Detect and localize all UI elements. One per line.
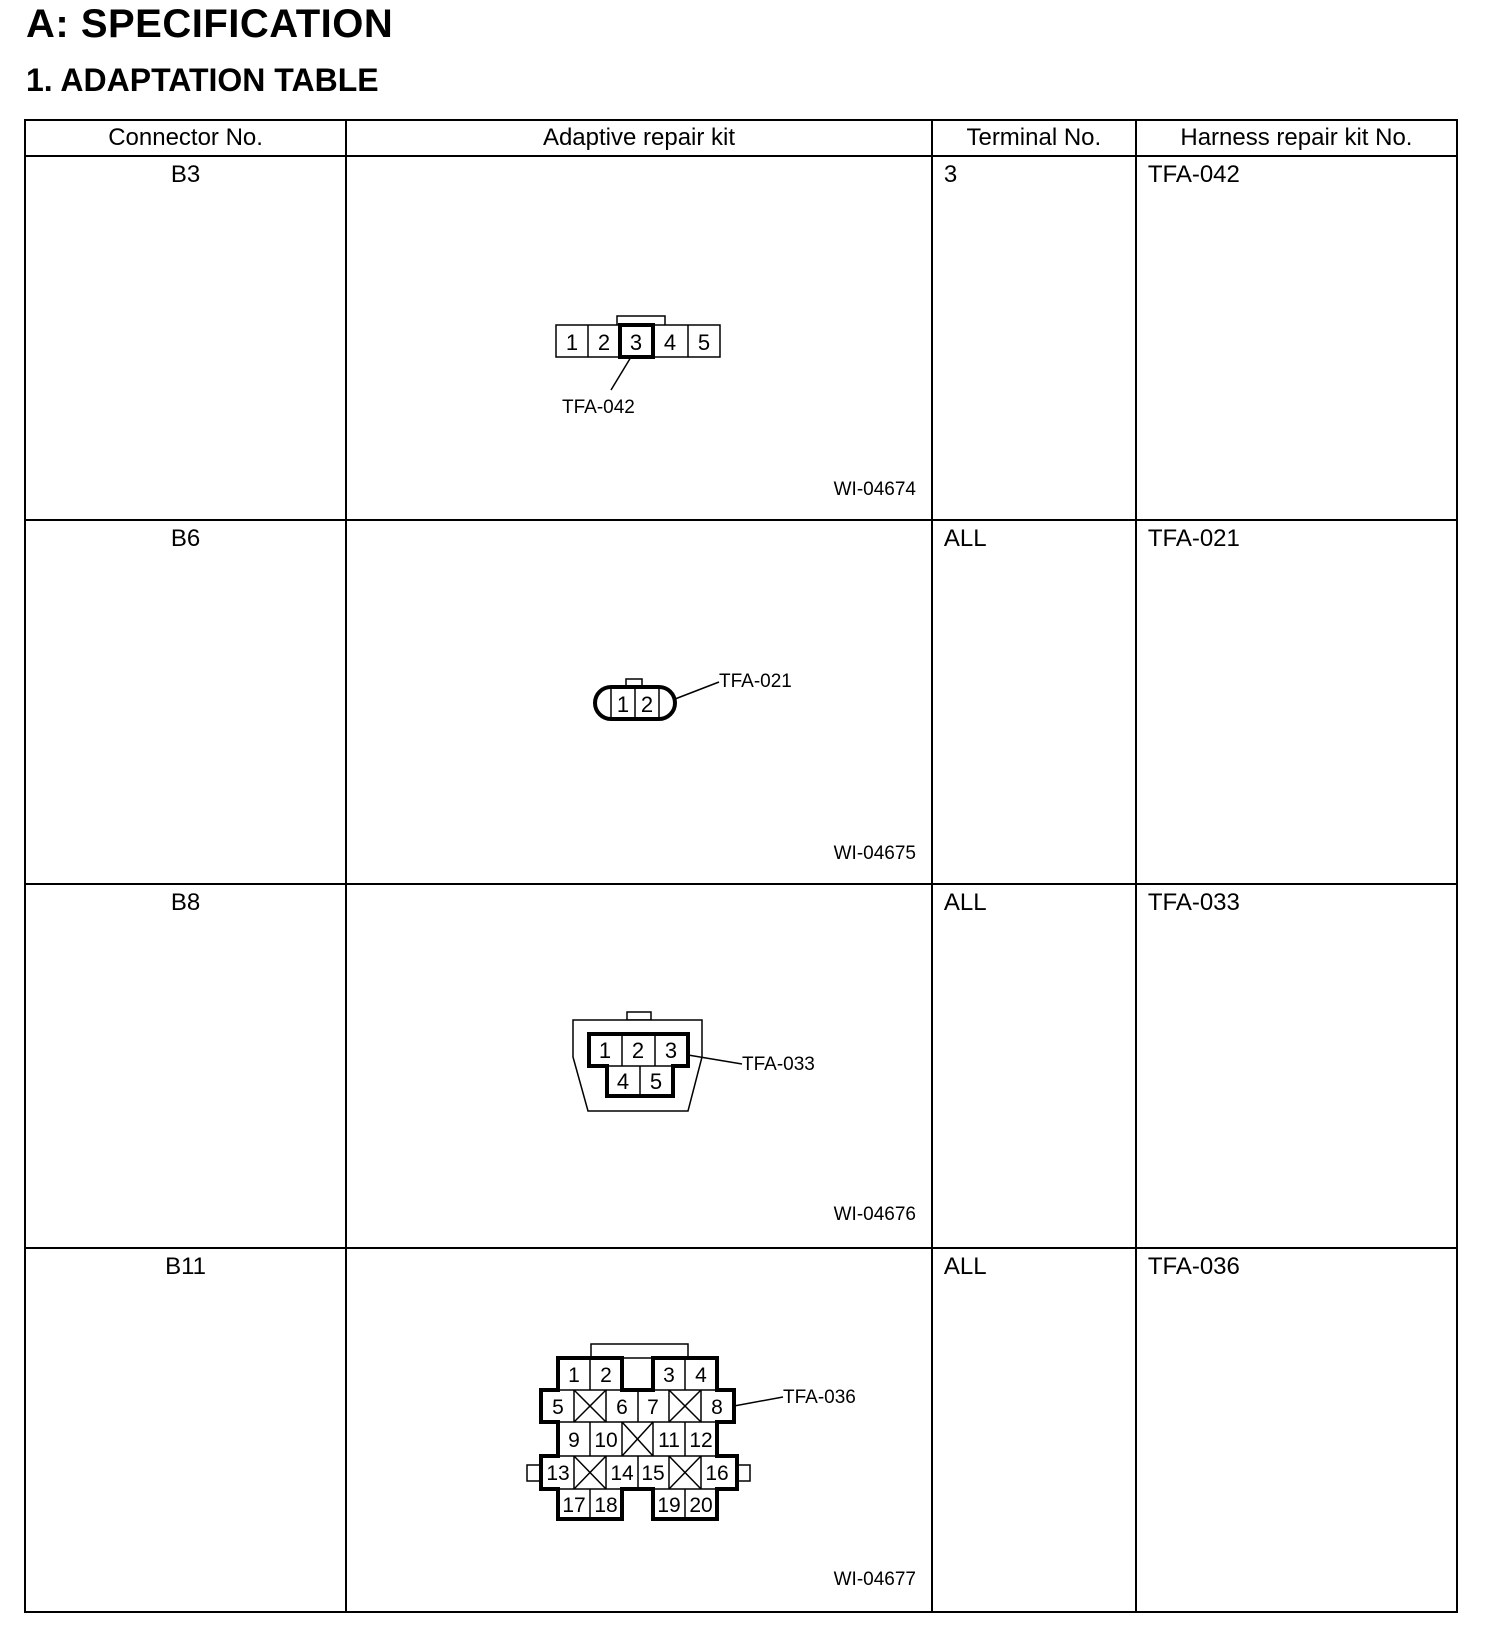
terminal-no: ALL [943,1253,987,1280]
table-row [25,156,1457,520]
figure-code: WI-04677 [833,1569,917,1590]
pin-label: 14 [610,1462,634,1485]
connector-cell [25,156,346,520]
pin-label: 8 [711,1396,723,1419]
terminal-cell [932,156,1136,520]
harness-kit-no: TFA-042 [1147,161,1240,188]
table-heading: 1. ADAPTATION TABLE [26,62,379,98]
connector-no: B3 [170,161,201,188]
harness-kit-no: TFA-036 [1147,1253,1240,1280]
pin-label: 19 [657,1494,681,1517]
connector-diagram-b6 [347,521,927,883]
pin-label: 2 [632,1038,645,1063]
terminal-cell [932,1248,1136,1612]
harness-kit-no: TFA-033 [1147,889,1240,916]
pin-label: 12 [689,1429,713,1452]
adaptation-table [24,119,1458,1613]
figure-cell [346,520,932,884]
connector-no: B8 [170,889,201,916]
pin-label: 16 [705,1462,729,1485]
connector-cell [25,1248,346,1612]
header-terminal-no: Terminal No. [932,120,1136,156]
figure-cell [346,884,932,1248]
figure-code: WI-04674 [833,479,917,500]
header-harness-repair-kit-no: Harness repair kit No. [1136,120,1457,156]
connector-diagram-b3 [347,157,927,519]
terminal-no: 3 [943,161,958,188]
pin-label: 5 [698,330,711,355]
pin-label: 3 [665,1038,678,1063]
table-row [25,1248,1457,1612]
pin-label: 15 [641,1462,665,1485]
pin-label: 2 [641,692,654,717]
connector-no: B11 [165,1253,207,1280]
pin-label: 3 [663,1364,675,1387]
pin-label: 1 [568,1364,580,1387]
pin-label: 1 [617,692,630,717]
table-row [25,520,1457,884]
pin-label: 1 [566,330,579,355]
section-heading: A: SPECIFICATION [26,2,394,46]
table-header-row [25,120,1457,156]
figure-code: WI-04675 [833,843,917,864]
terminal-no: ALL [943,889,987,916]
pin-label: 4 [617,1069,630,1094]
pin-label: 20 [689,1494,713,1517]
connector-cell [25,884,346,1248]
pin-label: 13 [546,1462,570,1485]
kit-callout: TFA-033 [742,1054,815,1075]
pin-label: 5 [552,1396,564,1419]
kit-callout: TFA-021 [719,671,792,692]
connector-diagram-b11 [347,1249,927,1611]
header-connector-no: Connector No. [25,120,346,156]
pin-label: 11 [658,1429,681,1452]
connector-no: B6 [170,525,201,552]
connector-cell [25,520,346,884]
pin-label: 6 [616,1396,628,1419]
harness-cell [1136,156,1457,520]
connector-diagram-b8 [347,885,927,1247]
pin-label: 9 [568,1429,580,1452]
pin-label: 2 [598,330,611,355]
harness-cell [1136,1248,1457,1612]
figure-cell [346,1248,932,1612]
pin-label: 10 [594,1429,618,1452]
terminal-cell [932,884,1136,1248]
pin-label: 4 [695,1364,707,1387]
terminal-no: ALL [943,525,987,552]
pin-label: 5 [650,1069,663,1094]
table-row [25,884,1457,1248]
pin-label: 2 [600,1364,612,1387]
pin-label: 3 [630,330,643,355]
terminal-cell [932,520,1136,884]
pin-label: 4 [664,330,677,355]
header-adaptive-repair-kit: Adaptive repair kit [346,120,932,156]
harness-cell [1136,884,1457,1248]
harness-kit-no: TFA-021 [1147,525,1240,552]
figure-cell [346,156,932,520]
kit-callout: TFA-042 [562,397,635,418]
figure-code: WI-04676 [833,1204,917,1225]
pin-label: 7 [647,1396,659,1419]
pin-label: 17 [562,1494,586,1517]
pin-label: 1 [599,1038,612,1063]
kit-callout: TFA-036 [783,1387,856,1408]
harness-cell [1136,520,1457,884]
pin-label: 18 [594,1494,618,1517]
